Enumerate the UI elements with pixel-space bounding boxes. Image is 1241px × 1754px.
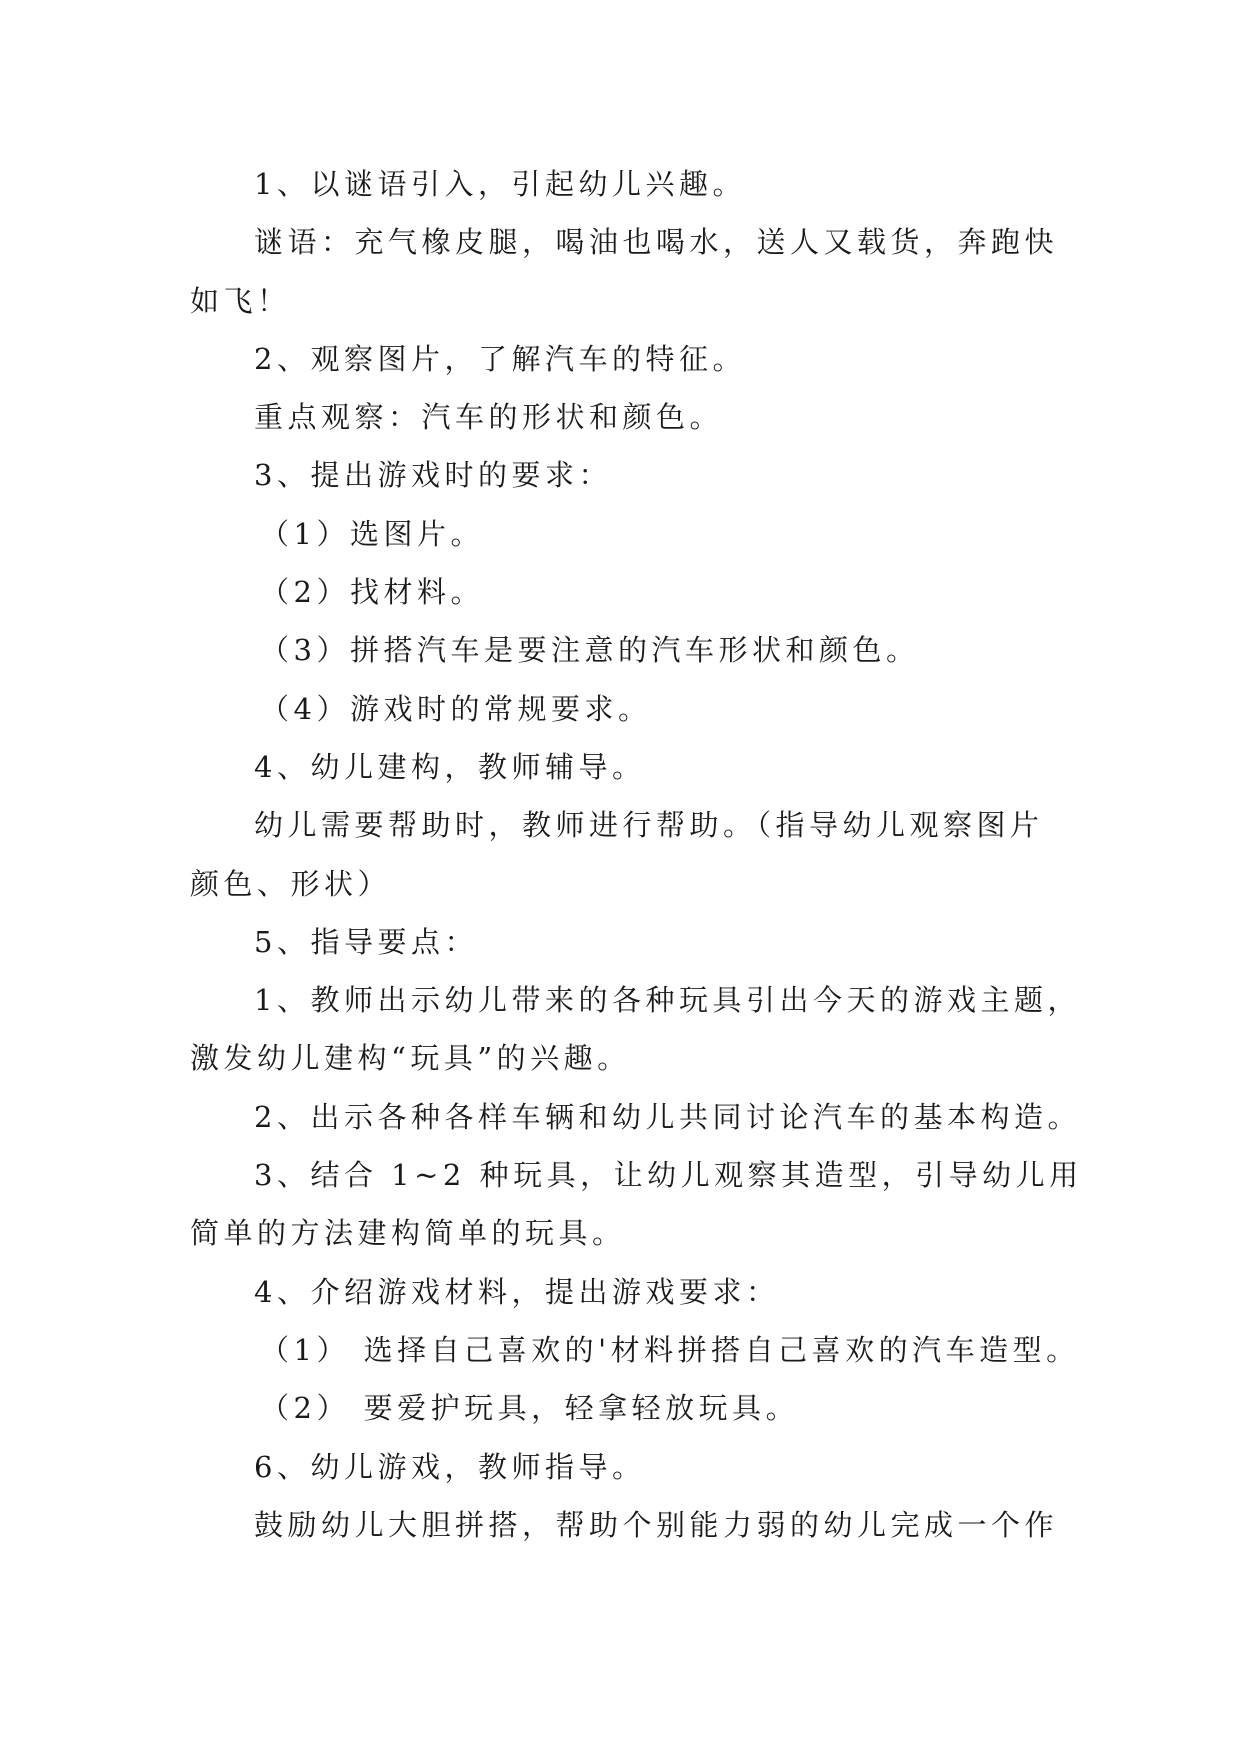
- text-line-1: 1、以谜语引入，引起幼儿兴趣。: [254, 167, 746, 201]
- text-line-17: 2、出示各种各样车辆和幼儿共同讨论汽车的基本构造。: [254, 1099, 1081, 1134]
- text-line-19: 简单的方法建构简单的玩具。: [190, 1216, 626, 1251]
- text-line-21: （1） 选择自己喜欢的'材料拼搭自己喜欢的汽车造型。: [260, 1332, 1080, 1367]
- text-line-23: 6、幼儿游戏，教师指导。: [254, 1449, 646, 1484]
- text-line-4: 2、观察图片，了解汽车的特征。: [254, 341, 746, 376]
- text-line-3: 如飞！: [190, 283, 291, 318]
- text-line-11: 4、幼儿建构，教师辅导。: [254, 749, 646, 784]
- text-line-8: （2）找材料。: [260, 575, 484, 610]
- text-line-5: 重点观察：汽车的形状和颜色。: [254, 400, 724, 435]
- text-line-14: 5、指导要点：: [254, 924, 478, 959]
- text-line-9: （3）拼搭汽车是要注意的汽车形状和颜色。: [260, 633, 920, 668]
- document-body: [190, 155, 1083, 1554]
- text-line-24: 鼓励幼儿大胆拼搭，帮助个别能力弱的幼儿完成一个作: [254, 1507, 1059, 1542]
- text-line-22: （2） 要爱护玩具，轻拿轻放玩具。: [260, 1391, 800, 1426]
- text-line-12: 幼儿需要帮助时，教师进行帮助。（指导幼儿观察图片: [254, 808, 1044, 843]
- text-line-2: 谜语：充气橡皮腿，喝油也喝水，送人又载货，奔跑快: [254, 225, 1059, 260]
- text-line-6: 3、提出游戏时的要求：: [254, 458, 612, 493]
- text-line-20: 4、介绍游戏材料，提出游戏要求：: [254, 1274, 780, 1309]
- text-line-18: 3、结合 1~2 种玩具，让幼儿观察其造型，引导幼儿用: [254, 1158, 1083, 1193]
- text-line-16: 激发幼儿建构“玩具”的兴趣。: [190, 1041, 631, 1076]
- text-line-10: （4）游戏时的常规要求。: [260, 691, 652, 726]
- text-line-13: 颜色、形状）: [190, 866, 392, 901]
- text-line-15: 1、教师出示幼儿带来的各种玩具引出今天的游戏主题，: [254, 983, 1081, 1018]
- text-line-7: （1）选图片。: [260, 516, 484, 551]
